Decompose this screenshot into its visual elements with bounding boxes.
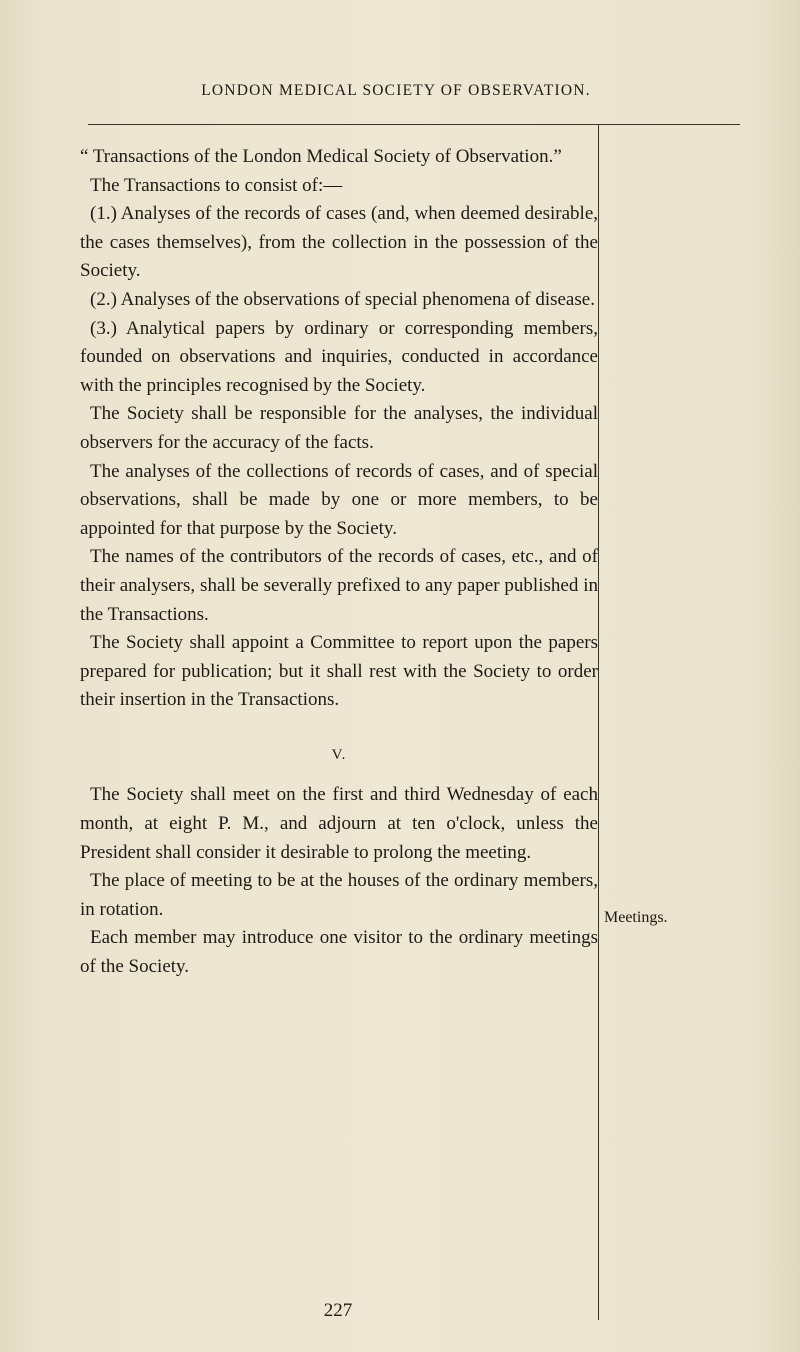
paragraph-item-2: (2.) Analyses of the observations of special phenomena of disease. (90, 288, 595, 310)
paragraph-item-1: (1.) Analyses of the records of cases (and, when deemed desirable, the cases themselves), from the collection in the possession of the Society. (80, 203, 598, 282)
paragraph-responsibility: The Society shall be responsible for the analyses, the individual observers for the accuracy of the facts. (80, 403, 598, 453)
paragraph-meetings: The Society shall meet on the first and third Wednesday of each month, at eight P. M., and adjourn at ten o'clock, unless the President shall consider it desirable to prolong the meeting. (80, 784, 598, 863)
margin-note-meetings: Meetings. (604, 909, 668, 926)
header-rule (88, 124, 740, 125)
margin-rule (598, 125, 599, 1320)
main-text-column (80, 143, 598, 982)
paragraph-analyses: The analyses of the collections of records of cases, and of special observations, shall be made by one or more members, to be appointed for that purpose by the Society. (80, 460, 598, 539)
paragraph-transactions-title: “ Transactions of the London Medical Society of Observation.” (80, 146, 562, 167)
page-number: 227 (323, 1300, 353, 1321)
section-number: V. (331, 746, 347, 763)
paragraph-meeting-place: The place of meeting to be at the houses of the ordinary members, in rotation. (80, 870, 598, 920)
paragraph-visitors: Each member may introduce one visitor to the ordinary meetings of the Society. (80, 927, 598, 978)
paragraph-committee: The Society shall appoint a Committee to report upon the papers prepared for publication; but it shall rest with the Society to order their insertion in the Transactions. (80, 632, 598, 711)
paragraph-item-3: (3.) Analytical papers by ordinary or corresponding members, founded on observations and inquiries, conducted in accordance with the principles recognised by the Society. (80, 317, 598, 396)
paragraph-contributors: The names of the contributors of the records of cases, etc., and of their analysers, shall be severally prefixed to any paper published in the Transactions. (80, 546, 598, 625)
running-header: LONDON MEDICAL SOCIETY OF OBSERVATION. (201, 82, 591, 99)
paragraph-transactions-consist: The Transactions to consist of:— (90, 174, 343, 196)
